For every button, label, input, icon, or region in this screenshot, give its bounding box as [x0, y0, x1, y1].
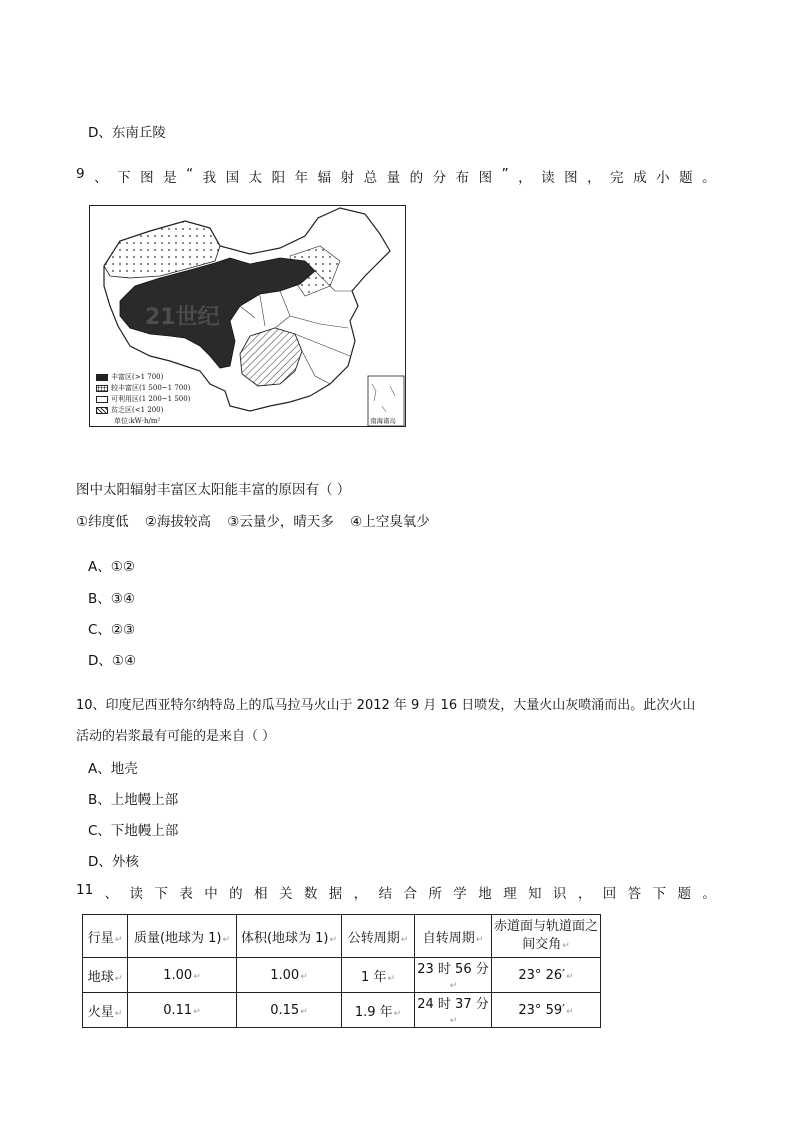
title-char: 图 — [478, 170, 493, 186]
title-char: 数 — [303, 886, 318, 902]
q8-option-d: D、东南丘陵 — [88, 125, 166, 141]
q9-option-d: D、①④ — [88, 653, 137, 669]
header-cell: 质量(地球为 1)↵ — [128, 915, 237, 958]
table-cell: 1 年↵ — [342, 958, 415, 993]
title-char: 学 — [453, 886, 467, 902]
header-cell: 公转周期↵ — [342, 915, 415, 958]
q10-option-d: D、外核 — [88, 854, 139, 870]
solar-radiation-map — [89, 205, 406, 427]
title-char: 识 — [552, 886, 567, 902]
title-char: 11 — [76, 882, 94, 898]
title-char: 辐 — [317, 170, 332, 186]
table-row — [83, 993, 601, 1028]
table-cell: 火星↵ — [83, 993, 128, 1028]
header-cell: 自转周期↵ — [415, 915, 492, 958]
q11-title — [76, 882, 716, 902]
table-cell: 23° 59′↵ — [492, 993, 601, 1028]
legend-usable: 可利用区(1 200~1 500) — [96, 394, 190, 404]
map-watermark: 21世纪 — [145, 305, 220, 330]
q9-option-c: C、②③ — [88, 622, 136, 638]
title-char: 小 — [656, 170, 670, 186]
title-char: 、 — [94, 170, 108, 186]
table-cell: 23 时 56 分↵ — [415, 958, 492, 993]
title-char: 9 — [76, 166, 85, 182]
title-char: 据 — [328, 886, 343, 902]
header-cell: 赤道面与轨道面之间交角↵ — [492, 915, 601, 958]
title-char: 太 — [248, 170, 263, 186]
title-char: 量 — [386, 170, 401, 186]
title-char: “ — [186, 166, 194, 182]
title-char: 回 — [602, 886, 617, 902]
title-char: 下 — [652, 886, 667, 902]
title-char: 题 — [679, 170, 693, 186]
south-sea-label: 南海诸岛 — [370, 417, 396, 425]
q10-line2: 活动的岩浆最有可能的是来自（ ） — [76, 729, 276, 744]
header-cell: 行星↵ — [83, 915, 128, 958]
table-cell: 1.00↵ — [237, 958, 342, 993]
table-cell: 地球↵ — [83, 958, 128, 993]
q9-option-a: A、①② — [88, 559, 135, 575]
table-cell: 24 时 37 分↵ — [415, 993, 492, 1028]
title-char: 理 — [503, 886, 517, 902]
table-cell: 0.11↵ — [128, 993, 237, 1028]
legend-fairly-rich: 较丰富区(1 500~1 700) — [96, 383, 190, 393]
legend-poor: 贫乏区(<1 200) — [96, 405, 163, 415]
table-cell: 0.15↵ — [237, 993, 342, 1028]
title-char: 合 — [403, 886, 417, 902]
q9-question: 图中太阳辐射丰富区太阳能丰富的原因有（ ） — [76, 482, 351, 498]
q10-line1: 10、印度尼西亚特尔纳特岛上的瓜马拉马火山于 2012 年 9 月 16 日喷发，大量火山灰喷涌而出。此次火山 — [76, 698, 696, 713]
title-char: 分 — [432, 170, 447, 186]
title-char: 的 — [229, 886, 243, 902]
title-char: 下 — [154, 886, 168, 902]
title-char: 地 — [478, 886, 492, 902]
title-char: 表 — [179, 886, 193, 902]
title-char: 答 — [627, 886, 642, 902]
title-char: 阳 — [271, 170, 286, 186]
title-char: 图 — [140, 170, 154, 186]
legend-unit: 单位:kW·h/m² — [114, 417, 161, 425]
title-char: 关 — [278, 886, 293, 902]
q10-option-b: B、上地幔上部 — [88, 792, 179, 808]
q9-option-b: B、③④ — [88, 591, 135, 607]
title-char: 的 — [409, 170, 424, 186]
title-char: 年 — [294, 170, 309, 186]
title-char: ， — [587, 170, 601, 186]
title-char: ” — [501, 166, 509, 182]
title-char: 下 — [117, 170, 131, 186]
title-char: 布 — [455, 170, 470, 186]
title-char: 读 — [541, 170, 555, 186]
q10-option-c: C、下地幔上部 — [88, 823, 179, 839]
title-char: 所 — [428, 886, 442, 902]
title-char: 成 — [633, 170, 647, 186]
title-char: 中 — [204, 886, 218, 902]
title-char: 。 — [702, 170, 716, 186]
title-char: 我 — [202, 170, 217, 186]
title-char: 是 — [163, 170, 177, 186]
table-cell: 1.9 年↵ — [342, 993, 415, 1028]
china-map-figure — [90, 206, 405, 426]
title-char: 读 — [129, 886, 143, 902]
title-char: 射 — [340, 170, 355, 186]
title-char: 结 — [378, 886, 393, 902]
title-char: 国 — [225, 170, 240, 186]
title-char: 题 — [677, 886, 691, 902]
q10-option-a: A、地壳 — [88, 761, 138, 777]
table-header-row — [83, 915, 601, 958]
title-char: 相 — [254, 886, 268, 902]
title-char: ， — [518, 170, 532, 186]
title-char: 图 — [564, 170, 578, 186]
title-char: 总 — [363, 170, 378, 186]
q9-statements: ①纬度低 ②海拔较高 ③云量少，晴天多 ④上空臭氧少 — [76, 514, 430, 530]
legend-rich: 丰富区(>1 700) — [96, 372, 163, 382]
title-char: 、 — [104, 886, 119, 902]
table-cell: 23° 26′↵ — [492, 958, 601, 993]
title-char: ， — [353, 886, 368, 902]
planet-data-table — [82, 914, 601, 1028]
header-cell: 体积(地球为 1)↵ — [237, 915, 342, 958]
table-row — [83, 958, 601, 993]
table-cell: 1.00↵ — [128, 958, 237, 993]
title-char: 知 — [528, 886, 542, 902]
q9-title — [76, 166, 716, 186]
title-char: ， — [577, 886, 592, 902]
title-char: 完 — [610, 170, 624, 186]
title-char: 。 — [702, 886, 716, 902]
